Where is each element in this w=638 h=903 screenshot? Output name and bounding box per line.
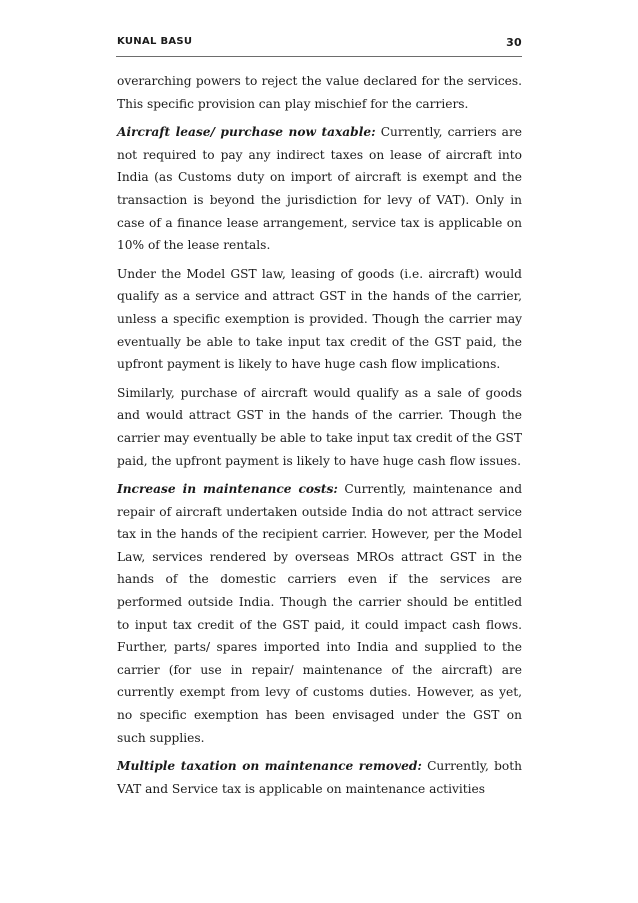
paragraph-text: Currently, carriers are not required to pay any indirect taxes on lease of aircraft into India (as Customs duty on import of aircraft is exempt and the transaction is beyond the jurisdiction for levy of VAT). Only in case of a finance lease arrangement, service tax is applicable on 10% of the lease rentals. [117, 125, 522, 253]
paragraph [117, 478, 522, 749]
paragraph-lead-heading: Increase in maintenance costs: [117, 482, 338, 497]
paragraph [117, 70, 522, 115]
paragraph-lead-heading: Aircraft lease/ purchase now taxable: [117, 125, 376, 140]
paragraph-lead-heading: Multiple taxation on maintenance removed: [117, 759, 422, 774]
paragraph [117, 755, 522, 800]
body-text [117, 70, 522, 806]
paragraph [117, 263, 522, 376]
paragraph [117, 121, 522, 257]
paragraph-text: Currently, both VAT and Service tax is applicable on maintenance activities [117, 759, 522, 796]
page-number: 30 [506, 36, 522, 49]
paragraph-text: Similarly, purchase of aircraft would qualify as a sale of goods and would attract GST in the hands of the carrier. Though the carrier may eventually be able to take input tax credit of the GST paid, the upfront payment is likely to have huge cash flow issues. [117, 385, 522, 468]
paragraph-text: Currently, maintenance and repair of aircraft undertaken outside India do not attract service tax in the hands of the recipient carrier. However, per the Model Law, services rendered by overseas MROs attract GST in the hands of the domestic carriers even if the services are performed outside India. Though the carrier should be entitled to input tax credit of the GST paid, it could impact cash flows. Further, parts/ spares imported into India and supplied to the carrier (for use in repair/ maintenance of the aircraft) are currently exempt from levy of customs duties. However, as yet, no specific exemption has been envisaged under the GST on such supplies. [117, 482, 522, 745]
paragraph [117, 382, 522, 472]
author-name: KUNAL BASU [117, 36, 193, 47]
header-divider [116, 56, 522, 57]
paragraph-text: Under the Model GST law, leasing of goods (i.e. aircraft) would qualify as a service and attract GST in the hands of the carrier, unless a specific exemption is provided. Though the carrier may eventually be able to take input tax credit of the GST paid, the upfront payment is likely to have huge cash flow implications. [117, 266, 522, 372]
page-header [117, 36, 522, 54]
paragraph-text: overarching powers to reject the value declared for the services. This specific provision can play mischief for the carriers. [117, 74, 522, 111]
